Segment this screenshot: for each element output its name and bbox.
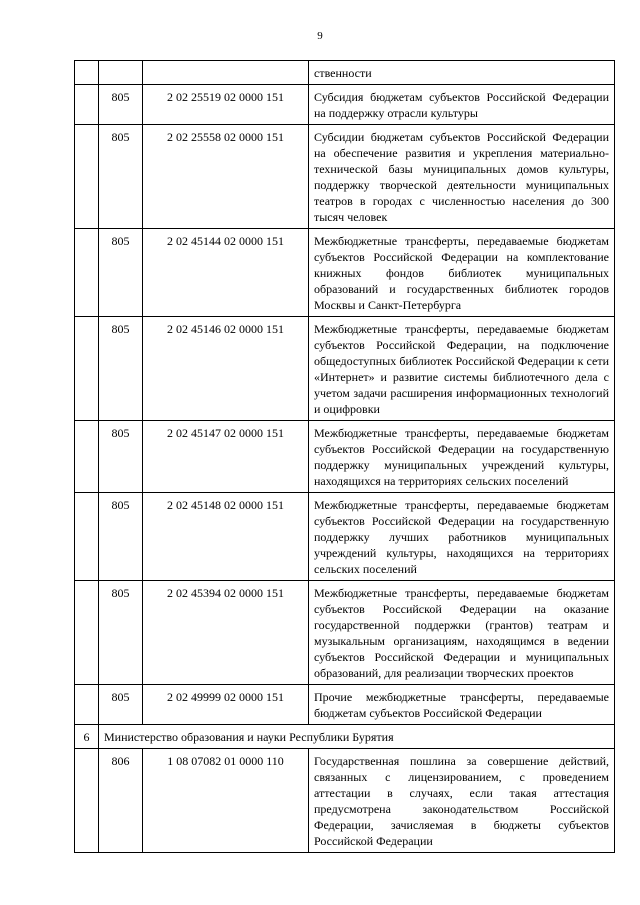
- admin-code-cell: 805: [99, 125, 143, 229]
- row-number-cell: [75, 61, 99, 85]
- admin-code-cell: 805: [99, 229, 143, 317]
- budget-code-cell: 1 08 07082 01 0000 110: [143, 749, 309, 853]
- section-header-row: [75, 725, 615, 749]
- table-row: [75, 61, 615, 85]
- row-number-cell: [75, 317, 99, 421]
- budget-code-cell: 2 02 45394 02 0000 151: [143, 581, 309, 685]
- section-number: 6: [75, 725, 99, 749]
- admin-code-cell: [99, 61, 143, 85]
- table-row: [75, 749, 615, 853]
- budget-codes-table: [74, 60, 615, 853]
- budget-code-cell: 2 02 45147 02 0000 151: [143, 421, 309, 493]
- admin-code-cell: 805: [99, 685, 143, 725]
- table-row: [75, 421, 615, 493]
- description-cell: Субсидии бюджетам субъектов Российской Федерации на обеспечение развития и укрепления материально-технической базы муниципальных домов культуры, поддержку творческой деятельности муниципальных театров в городах с численностью населения до 300 тысяч человек: [309, 125, 615, 229]
- table-row: [75, 317, 615, 421]
- budget-code-cell: 2 02 45148 02 0000 151: [143, 493, 309, 581]
- description-cell: Субсидия бюджетам субъектов Российской Федерации на поддержку отрасли культуры: [309, 85, 615, 125]
- budget-code-cell: 2 02 25519 02 0000 151: [143, 85, 309, 125]
- admin-code-cell: 805: [99, 493, 143, 581]
- budget-code-cell: 2 02 45146 02 0000 151: [143, 317, 309, 421]
- row-number-cell: [75, 85, 99, 125]
- admin-code-cell: 806: [99, 749, 143, 853]
- row-number-cell: [75, 421, 99, 493]
- budget-code-cell: 2 02 45144 02 0000 151: [143, 229, 309, 317]
- table-row: [75, 229, 615, 317]
- table-row: [75, 581, 615, 685]
- description-cell: Межбюджетные трансферты, передаваемые бюджетам субъектов Российской Федерации на оказание государственной поддержки (грантов) театрам и музыкальным организациям, находящимся в ведении субъектов Российской Федерации и муниципальных образований, для реализации творческих проектов: [309, 581, 615, 685]
- table-row: [75, 493, 615, 581]
- row-number-cell: [75, 229, 99, 317]
- admin-code-cell: 805: [99, 421, 143, 493]
- description-cell: Межбюджетные трансферты, передаваемые бюджетам субъектов Российской Федерации на государственную поддержку муниципальных учреждений культуры, находящихся на территориях сельских поселений: [309, 421, 615, 493]
- description-cell: Межбюджетные трансферты, передаваемые бюджетам субъектов Российской Федерации на комплектование книжных фондов библиотек муниципальных образований и государственных библиотек городов Москвы и Санкт-Петербурга: [309, 229, 615, 317]
- table-row: [75, 125, 615, 229]
- admin-code-cell: 805: [99, 581, 143, 685]
- row-number-cell: [75, 493, 99, 581]
- description-cell: Прочие межбюджетные трансферты, передаваемые бюджетам субъектов Российской Федерации: [309, 685, 615, 725]
- budget-code-cell: 2 02 49999 02 0000 151: [143, 685, 309, 725]
- page-number: 9: [317, 30, 323, 42]
- row-number-cell: [75, 581, 99, 685]
- section-title: Министерство образования и науки Республики Бурятия: [99, 725, 615, 749]
- admin-code-cell: 805: [99, 85, 143, 125]
- row-number-cell: [75, 685, 99, 725]
- description-cell: Межбюджетные трансферты, передаваемые бюджетам субъектов Российской Федерации на государственную поддержку лучших работников муниципальных учреждений культуры, находящихся на территориях сельских поселений: [309, 493, 615, 581]
- description-cell: ственности: [309, 61, 615, 85]
- admin-code-cell: 805: [99, 317, 143, 421]
- description-cell: Государственная пошлина за совершение действий, связанных с лицензированием, с проведением аттестации в случаях, если такая аттестация предусмотрена законодательством Российской Федерации, зачисляемая в бюджеты субъектов Российской Федерации: [309, 749, 615, 853]
- budget-code-cell: [143, 61, 309, 85]
- row-number-cell: [75, 125, 99, 229]
- budget-code-cell: 2 02 25558 02 0000 151: [143, 125, 309, 229]
- table-row: [75, 685, 615, 725]
- table-row: [75, 85, 615, 125]
- row-number-cell: [75, 749, 99, 853]
- description-cell: Межбюджетные трансферты, передаваемые бюджетам субъектов Российской Федерации, на подключение общедоступных библиотек Российской Федерации к сети «Интернет» и развитие системы библиотечного дела с учетом задачи расширения информационных технологий и оцифровки: [309, 317, 615, 421]
